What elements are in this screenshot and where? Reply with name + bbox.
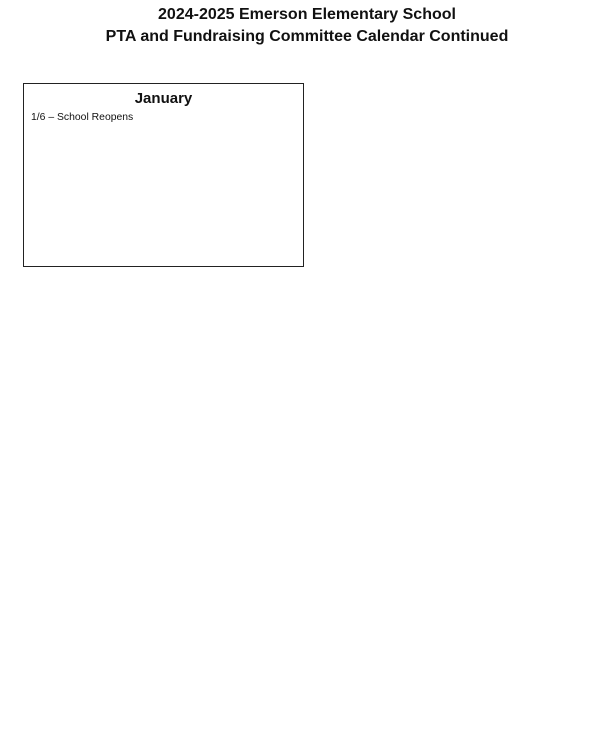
january-box — [23, 83, 304, 267]
page-title-line1: 2024-2025 Emerson Elementary School — [158, 6, 456, 23]
january-title: January — [134, 90, 193, 107]
page-title-line2: PTA and Fundraising Committee Calendar Continued — [105, 28, 509, 45]
january-line: 1/6 – School Reopens — [31, 112, 134, 123]
